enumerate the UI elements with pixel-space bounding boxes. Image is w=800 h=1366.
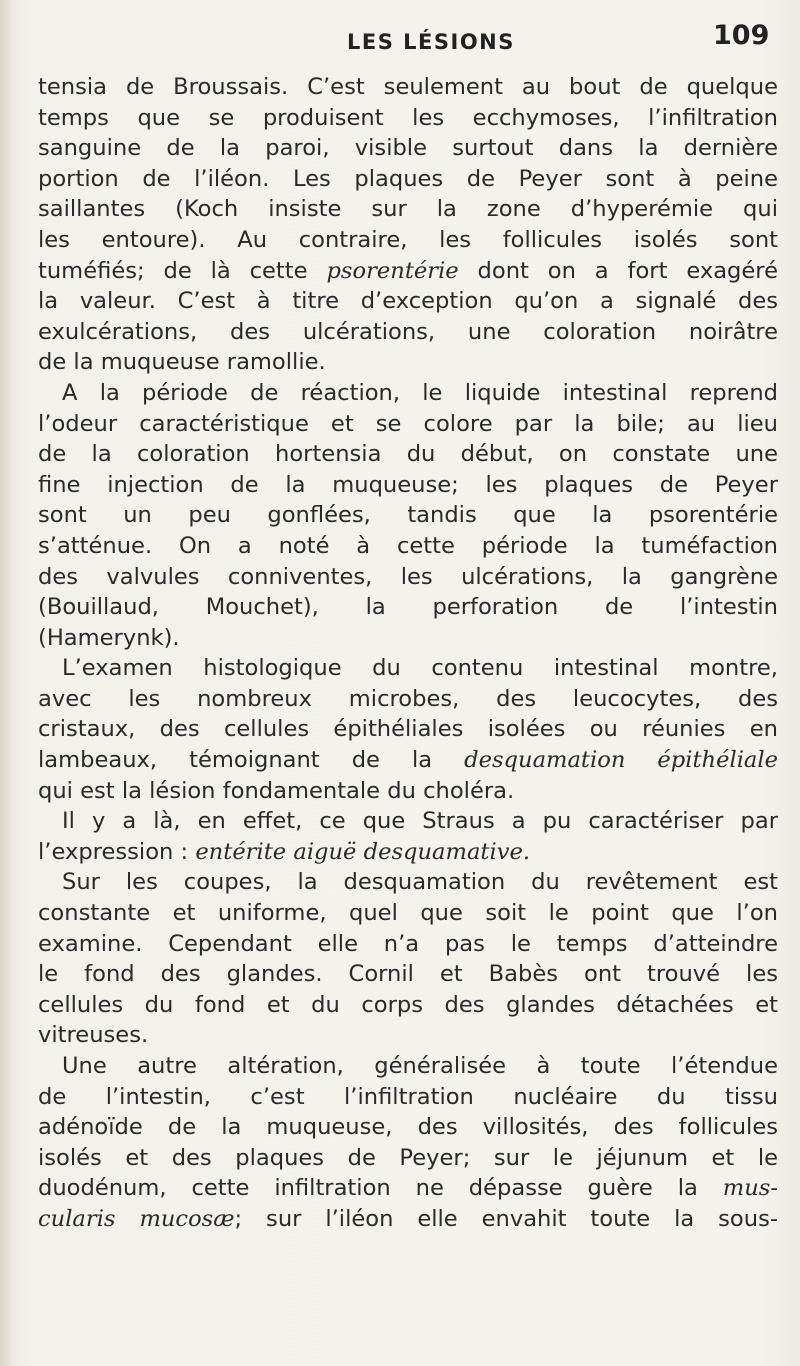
line-text: (Hamerynk). bbox=[38, 624, 180, 651]
line-text: l’odeur caractéristique et se colore par la bile; au lieu bbox=[38, 410, 778, 437]
line-text: des valvules conniventes, les ulcérations, la gangrène bbox=[38, 563, 778, 590]
text-line bbox=[38, 470, 778, 501]
text-line bbox=[38, 194, 778, 225]
line-text: s’atténue. On a noté à cette période la tuméfaction bbox=[38, 532, 778, 559]
text-line bbox=[38, 714, 778, 745]
text-line bbox=[38, 867, 778, 898]
body-text bbox=[38, 72, 778, 1235]
text-line bbox=[38, 103, 778, 134]
text-line bbox=[38, 1020, 778, 1051]
line-text: (Bouillaud, Mouchet), la perforation de l’intestin bbox=[38, 594, 778, 621]
text-line bbox=[38, 1173, 778, 1204]
text-line bbox=[38, 745, 778, 776]
line-text: tuméfiés; de là cette bbox=[38, 257, 327, 284]
text-line bbox=[38, 684, 778, 715]
text-line bbox=[38, 990, 778, 1021]
text-line bbox=[38, 776, 778, 807]
line-text: saillantes (Koch insiste sur la zone d’hyperémie qui bbox=[38, 196, 778, 223]
text-line bbox=[38, 959, 778, 990]
text-line bbox=[38, 317, 778, 348]
text-line bbox=[38, 1112, 778, 1143]
text-line bbox=[38, 256, 778, 287]
text-line bbox=[38, 133, 778, 164]
text-line bbox=[38, 562, 778, 593]
text-line bbox=[38, 929, 778, 960]
text-line bbox=[38, 837, 778, 868]
line-text: examine. Cependant elle n’a pas le temps d’atteindre bbox=[38, 930, 778, 957]
line-text: la valeur. C’est à titre d’exception qu’on a signalé des bbox=[38, 288, 778, 315]
line-text: avec les nombreux microbes, des leucocytes, des bbox=[38, 685, 778, 712]
text-line bbox=[38, 1204, 778, 1235]
text-line bbox=[38, 1143, 778, 1174]
line-text: qui est la lésion fondamentale du choléra. bbox=[38, 777, 515, 804]
line-text: le fond des glandes. Cornil et Babès ont trouvé les bbox=[38, 961, 778, 988]
italic-term: mus- bbox=[722, 1175, 778, 1202]
text-line bbox=[38, 439, 778, 470]
text-line bbox=[38, 347, 778, 378]
line-text: vitreuses. bbox=[38, 1022, 149, 1049]
text-line bbox=[38, 898, 778, 929]
line-text: sont un peu gonflées, tandis que la psorentérie bbox=[38, 502, 778, 529]
italic-term: entérite aiguë desquamative. bbox=[195, 838, 531, 865]
line-text: isolés et des plaques de Peyer; sur le jéjunum et le bbox=[38, 1144, 778, 1171]
line-text: de la coloration hortensia du début, on constate une bbox=[38, 441, 778, 468]
line-text: Sur les coupes, la desquamation du revêtement est bbox=[62, 869, 778, 896]
page-number: 109 bbox=[713, 20, 770, 51]
line-text: l’expression : bbox=[38, 838, 196, 865]
line-text: temps que se produisent les ecchymoses, l’infiltration bbox=[38, 104, 778, 131]
italic-term: psorentérie bbox=[326, 257, 459, 284]
text-line bbox=[38, 806, 778, 837]
text-line bbox=[38, 500, 778, 531]
text-line bbox=[38, 409, 778, 440]
text-line bbox=[38, 592, 778, 623]
line-text: sanguine de la paroi, visible surtout dans la dernière bbox=[38, 135, 778, 162]
line-text: fine injection de la muqueuse; les plaques de Peyer bbox=[38, 471, 778, 498]
line-text: duodénum, cette infiltration ne dépasse guère la bbox=[38, 1175, 723, 1202]
text-line bbox=[38, 286, 778, 317]
line-text-after: ; sur l’iléon elle envahit toute la sous- bbox=[234, 1205, 778, 1232]
running-head bbox=[0, 12, 800, 52]
line-text: cellules du fond et du corps des glandes détachées et bbox=[38, 991, 778, 1018]
line-text: lambeaux, témoignant de la bbox=[38, 747, 465, 774]
line-text: adénoïde de la muqueuse, des villosités, des follicules bbox=[38, 1114, 778, 1141]
line-text-after: dont on a fort exagéré bbox=[458, 257, 778, 284]
line-text: A la période de réaction, le liquide intestinal reprend bbox=[62, 379, 778, 406]
line-text: Une autre altération, généralisée à toute l’étendue bbox=[62, 1053, 778, 1079]
text-line bbox=[38, 1051, 778, 1082]
line-text: tensia de Broussais. C’est seulement au bout de quelque bbox=[38, 74, 778, 100]
line-text: les entoure). Au contraire, les follicules isolés sont bbox=[38, 226, 778, 253]
line-text: portion de l’iléon. Les plaques de Peyer sont à peine bbox=[38, 165, 778, 192]
text-line bbox=[38, 72, 778, 103]
text-line bbox=[38, 378, 778, 409]
text-line bbox=[38, 653, 778, 684]
line-text: L’examen histologique du contenu intestinal montre, bbox=[62, 655, 778, 682]
line-text: exulcérations, des ulcérations, une coloration noirâtre bbox=[38, 318, 778, 345]
binding-shadow bbox=[0, 0, 14, 1366]
line-text: constante et uniforme, quel que soit le point que l’on bbox=[38, 900, 778, 927]
text-line bbox=[38, 164, 778, 195]
line-text: cristaux, des cellules épithéliales isolées ou réunies en bbox=[38, 716, 778, 743]
italic-term: desquamation épithéliale bbox=[464, 747, 778, 774]
text-line bbox=[38, 1082, 778, 1113]
text-line bbox=[38, 225, 778, 256]
running-title: LES LÉSIONS bbox=[347, 30, 515, 54]
text-line bbox=[38, 531, 778, 562]
line-text: de la muqueuse ramollie. bbox=[38, 349, 326, 376]
line-text: Il y a là, en effet, ce que Straus a pu caractériser par bbox=[62, 808, 778, 835]
text-line bbox=[38, 623, 778, 654]
line-text: de l’intestin, c’est l’infiltration nucléaire du tissu bbox=[38, 1083, 778, 1110]
italic-term: cularis mucosæ bbox=[38, 1205, 235, 1232]
